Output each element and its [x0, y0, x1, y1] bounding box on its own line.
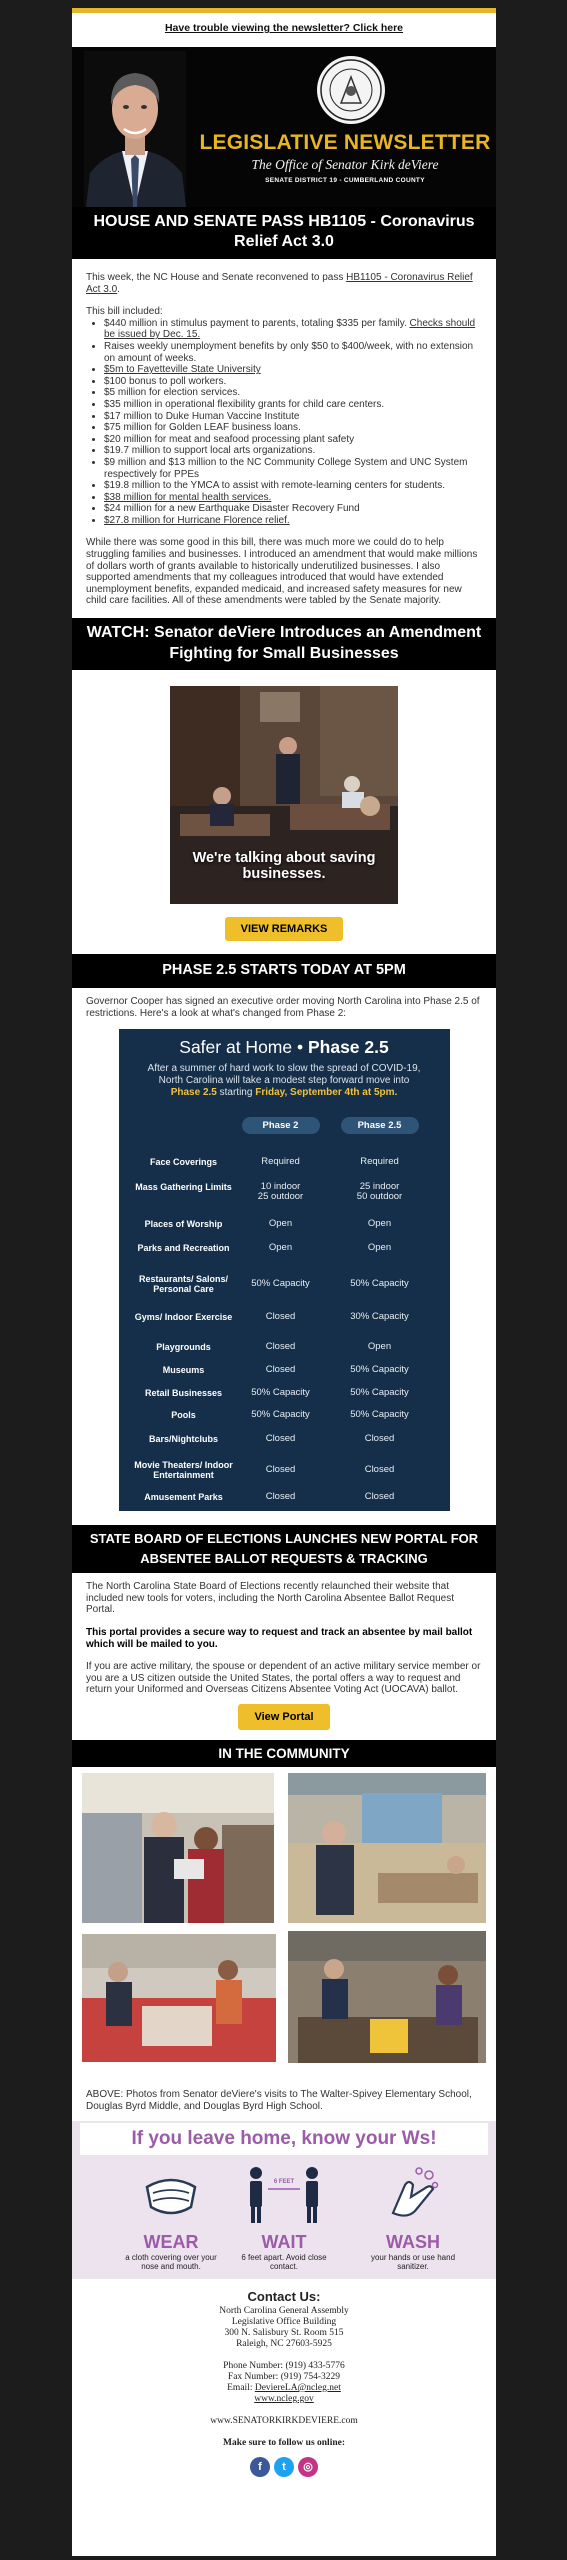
district-label: SENATE DISTRICT 19 - CUMBERLAND COUNTY	[265, 177, 425, 184]
community-photos	[72, 1767, 496, 2089]
ws-wait: 6 FEET WAIT 6 feet apart. Avoid close contact.	[229, 2165, 339, 2272]
phase-2-value: Closed	[265, 1491, 296, 1503]
hb1105-heading: HOUSE AND SENATE PASS HB1105 - Coronavirus Relief Act 3.0	[72, 207, 496, 259]
video-caption: We're talking about saving businesses.	[192, 850, 376, 883]
hand-washing-icon	[383, 2165, 443, 2225]
phase-2-value: Required	[261, 1156, 300, 1168]
twitter-icon[interactable]: t	[274, 2457, 294, 2477]
senator-portrait	[84, 51, 186, 207]
phase-25-value: Open	[367, 1218, 392, 1230]
phase-25-value: 50% Capacity	[350, 1409, 409, 1421]
community-photo-2	[288, 1773, 486, 1923]
phase-section	[72, 988, 496, 1019]
phase-2-value: 10 indoor 25 outdoor	[257, 1181, 304, 1203]
phase-2-value: 50% Capacity	[251, 1387, 310, 1399]
hb1105-closing: While there was some good in this bill, there was much more we could do to help struggling families and businesses. I introduced an amendment that would make millions of dollars worth of grants available to historically underutilized businesses. I also supported amendments that my colleagues introduced that would have extended unemployment benefits, expanded medicaid, and increased safety measures for new child care facilities. All of these amendments were tabled by the Senate majority.	[86, 537, 478, 607]
included-item	[104, 364, 482, 376]
phase-25-value: Open	[367, 1341, 392, 1353]
masthead	[72, 47, 496, 207]
email-link[interactable]: DeviereLA@ncleg.net	[254, 2382, 341, 2393]
phase-row-label: Places of Worship	[144, 1219, 223, 1230]
phase-row-label: Playgrounds	[156, 1342, 211, 1353]
phase-25-value: Closed	[364, 1491, 395, 1503]
phase-graphic-title: Safer at Home • Phase 2.5	[179, 1037, 389, 1058]
elections-heading: STATE BOARD OF ELECTIONS LAUNCHES NEW PORTAL FOR ABSENTEE BALLOT REQUESTS & TRACKING	[72, 1525, 496, 1573]
phase-25-value: Closed	[364, 1433, 395, 1445]
phase-graphic	[119, 1029, 450, 1511]
included-item: • $5 million for election services.	[104, 387, 482, 399]
included-item-link[interactable]: $38 million for mental health services.	[104, 491, 272, 503]
senate-seal-icon	[316, 55, 386, 125]
included-item: • $19.7 million to support local arts organizations.	[104, 445, 482, 457]
phase-graphic-intro: After a summer of hard work to slow the spread of COVID-19, North Carolina will take a modest step forward move into Phase 2.5 starting Friday, September 4th at 5pm.	[147, 1063, 421, 1099]
phase-2-value: Open	[268, 1218, 293, 1230]
hb1105-section	[72, 259, 496, 607]
contact-section: Contact Us: North Carolina General Assembly Legislative Office Building 300 N. Salisbury St. Room 515 Raleigh, NC 27603-5925 Phone Number: (919) 433-5776 Fax Number: (919) 754-3229 Email: DeviereLA@ncleg.net www.ncleg.gov www.SENATORKIRKDEVIERE.com Make sure to follow us online: f t ◎	[72, 2279, 496, 2477]
community-photo-3	[82, 1934, 276, 2062]
included-item: • $100 bonus to poll workers.	[104, 376, 482, 388]
email-line: Email: DeviereLA@ncleg.net	[227, 2382, 341, 2393]
six-feet-label: 6 FEET	[273, 2178, 295, 2185]
phase-2-value: 50% Capacity	[251, 1409, 310, 1421]
phase-2-value: Closed	[265, 1311, 296, 1323]
included-item: • $24 million for a new Earthquake Disaster Recovery Fund	[104, 503, 482, 515]
view-portal-button[interactable]: View Portal	[238, 1704, 330, 1730]
included-item-link[interactable]: $5m to Fayetteville State University	[104, 364, 261, 376]
ws-heading: If you leave home, know your Ws!	[80, 2123, 488, 2155]
phase-row-label: Bars/Nightclubs	[148, 1434, 218, 1445]
phase-25-value: Closed	[364, 1464, 395, 1476]
view-online-link[interactable]: Have trouble viewing the newsletter? Click here	[164, 22, 404, 34]
newsletter-title: LEGISLATIVE NEWSLETTER	[199, 131, 491, 154]
included-item: • $35 million in operational flexibility grants for child care centers.	[104, 399, 482, 411]
contact-heading: Contact Us:	[247, 2288, 321, 2304]
ws-wear: WEAR a cloth covering over your nose and mouth.	[116, 2165, 226, 2272]
ncleg-link[interactable]: www.ncleg.gov	[254, 2393, 314, 2404]
phase-heading: PHASE 2.5 STARTS TODAY AT 5PM	[72, 954, 496, 988]
phase-row-label: Gyms/ Indoor Exercise	[134, 1312, 233, 1323]
included-item	[104, 515, 482, 527]
phase-row-label: Face Coverings	[149, 1157, 218, 1168]
included-label: This bill included:	[86, 306, 163, 318]
phase-row-label: Amusement Parks	[144, 1492, 223, 1503]
phase-2-value: Closed	[265, 1364, 296, 1376]
phase-row-label: Movie Theaters/ Indoor Entertainment	[134, 1460, 233, 1481]
newsletter	[72, 8, 496, 2556]
phase-row-label: Retail Businesses	[144, 1388, 223, 1399]
elections-paragraph-2: This portal provides a secure way to request and track an absentee by mail ballot which will be mailed to you.	[86, 1627, 473, 1650]
follow-label: Make sure to follow us online:	[222, 2437, 345, 2448]
community-photo-4	[288, 1931, 486, 2063]
included-item: • $9 million and $13 million to the NC Community College System and UNC System respectively for PPEs	[104, 457, 482, 480]
included-item-link[interactable]: $27.8 million for Hurricane Florence relief.	[104, 514, 290, 526]
facebook-icon[interactable]: f	[250, 2457, 270, 2477]
ws-wash: WASH your hands or use hand sanitizer.	[358, 2165, 468, 2272]
remarks-video-thumbnail[interactable]	[170, 686, 398, 904]
elections-section	[72, 1573, 496, 1696]
included-item: • $19.8 million to the YMCA to assist with remote-learning centers for students.	[104, 480, 482, 492]
phase-25-value: 50% Capacity	[350, 1278, 409, 1290]
included-item: • $17 million to Duke Human Vaccine Institute	[104, 411, 482, 423]
trouble-viewing-bar	[72, 13, 496, 47]
watch-heading: WATCH: Senator deViere Introduces an Amendment Fighting for Small Businesses	[72, 618, 496, 670]
fax-number: Fax Number: (919) 754-3229	[227, 2371, 341, 2382]
phase-2-value: Closed	[265, 1341, 296, 1353]
phase-2-column-header: Phase 2	[242, 1117, 320, 1134]
hb1105-intro: This week, the NC House and Senate reconvened to pass HB1105 - Coronavirus Relief Act 3.0.	[86, 272, 473, 295]
elections-paragraph-3: If you are active military, the spouse or dependent of an active military service member or you are a US citizen outside the United States, the portal offers a way to request and return your Uniformed and Overseas Citizens Absentee Voting Act (UOCAVA) ballot.	[86, 1661, 481, 1696]
phase-2-value: Closed	[265, 1433, 296, 1445]
phone-number: Phone Number: (919) 433-5776	[223, 2360, 345, 2371]
social-links	[72, 2457, 496, 2477]
included-item: • $75 million for Golden LEAF business loans.	[104, 422, 482, 434]
hb1105-link[interactable]: HB1105 - Coronavirus Relief Act 3.0	[86, 272, 473, 295]
included-item: • $440 million in stimulus payment to parents, totaling $335 per family. Checks should be issued by Dec. 15.	[104, 318, 482, 341]
phase-row-label: Pools	[171, 1410, 196, 1421]
community-caption: ABOVE: Photos from Senator deViere's visits to The Walter-Spivey Elementary School, Douglas Byrd Middle, and Douglas Byrd High School.	[86, 2088, 472, 2112]
view-remarks-button[interactable]: VIEW REMARKS	[225, 917, 343, 941]
phase-row-label: Parks and Recreation	[137, 1243, 230, 1254]
included-list	[104, 318, 482, 527]
website-link[interactable]: www.SENATORKIRKDEVIERE.com	[210, 2415, 358, 2426]
face-mask-icon	[141, 2165, 201, 2225]
phase-25-value: Open	[367, 1242, 392, 1254]
phase-25-column-header: Phase 2.5	[341, 1117, 419, 1134]
social-distance-icon	[244, 2165, 324, 2225]
included-item-link[interactable]: Checks should be issued by Dec. 15.	[104, 317, 476, 341]
phase-25-value: Required	[360, 1156, 399, 1168]
phase-2-value: 50% Capacity	[251, 1278, 310, 1290]
phase-25-value: 50% Capacity	[350, 1387, 409, 1399]
community-heading: IN THE COMMUNITY	[72, 1740, 496, 1767]
included-item	[104, 492, 482, 504]
included-item: • $20 million for meat and seafood processing plant safety	[104, 434, 482, 446]
elections-paragraph-1: The North Carolina State Board of Elections recently relaunched their website that included new tools for voters, including the North Carolina Absentee Ballot Request Portal.	[86, 1581, 454, 1616]
phase-25-value: 25 indoor 50 outdoor	[356, 1181, 403, 1203]
phase-25-value: 30% Capacity	[350, 1311, 409, 1323]
phase-2-value: Open	[268, 1242, 293, 1254]
included-item: • Raises weekly unemployment benefits by only $50 to $400/week, with no extension on amount of weeks.	[104, 341, 482, 364]
phase-25-value: 50% Capacity	[350, 1364, 409, 1376]
phase-intro: Governor Cooper has signed an executive order moving North Carolina into Phase 2.5 of restrictions. Here's a look at what's changed from Phase 2:	[86, 996, 480, 1019]
know-your-ws-banner	[72, 2121, 496, 2279]
newsletter-subtitle: The Office of Senator Kirk deViere	[251, 157, 439, 172]
community-photo-1	[82, 1773, 274, 1923]
phase-row-label: Mass Gathering Limits	[135, 1182, 232, 1193]
phase-row-label: Museums	[162, 1365, 205, 1376]
instagram-icon[interactable]: ◎	[298, 2457, 318, 2477]
phase-2-value: Closed	[265, 1464, 296, 1476]
phase-row-label: Restaurants/ Salons/ Personal Care	[138, 1274, 229, 1295]
